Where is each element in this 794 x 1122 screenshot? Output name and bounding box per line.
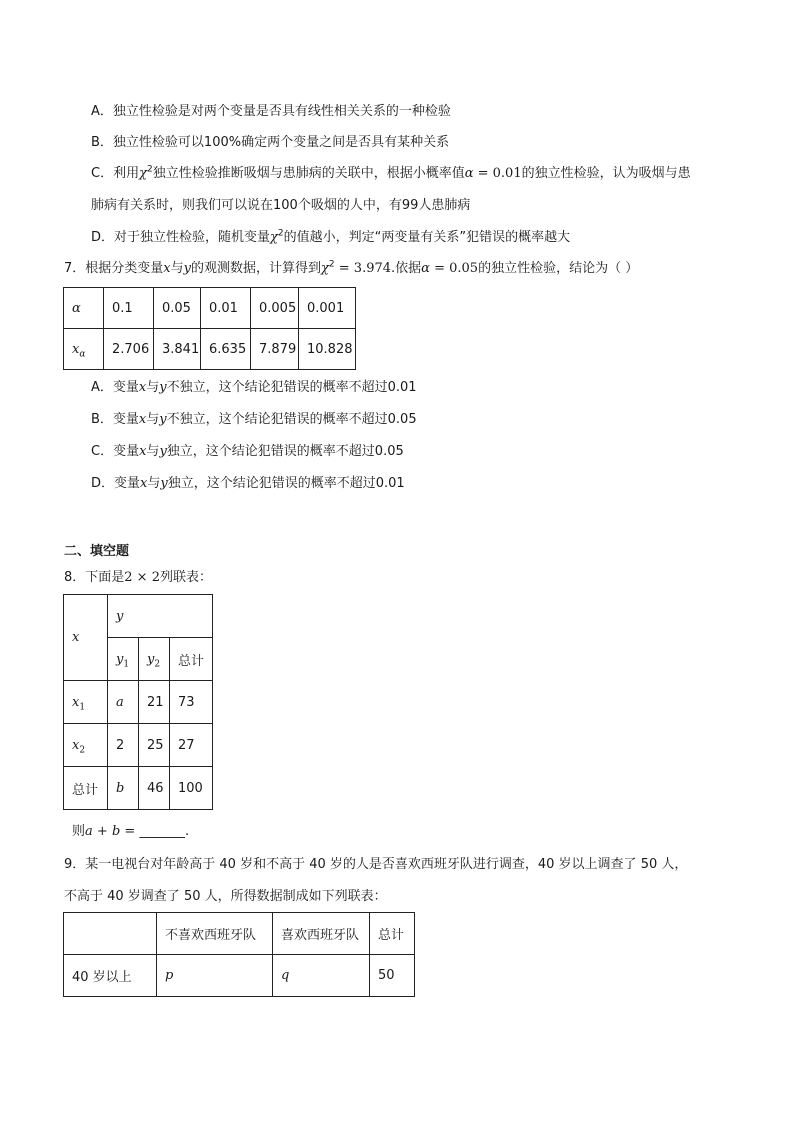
q8-table-cell-b: b [108,767,139,810]
q8-table-cell: 25 [139,724,170,767]
q7-table-cell: 10.828 [299,329,356,370]
q8-answer-line: 则a + b = _______. [72,824,190,839]
q7-option-a: A．变量x与y不独立，这个结论犯错误的概率不超过0.01 [91,380,417,395]
q6-option-c: C．利用$\chi^2$独立性检验推断吸烟与患肺病的关联中，根据小概率值α = 0.01的独立性检验，认为吸烟与患 [91,164,691,181]
q8-table-cell: 27 [170,724,213,767]
q8-table-x2: $x_2$ [64,724,108,767]
q8-table-cell: 21 [139,681,170,724]
q7-stem: 7．根据分类变量x与y的观测数据，计算得到$\chi^2 = 3.974$.依据α = 0.05的独立性检验，结论为（ ） [64,259,639,276]
q9-stem-line1: 9．某一电视台对年龄高于 40 岁和不高于 40 岁的人是否喜欢西班牙队进行调查，40 岁以上调查了 50 人， [64,857,688,872]
q7-critical-value-table [63,287,356,370]
q7-table-cell: 2.706 [104,329,154,370]
q7-table-cell: 0.01 [201,288,251,329]
q7-table-alpha-header: α [64,288,104,329]
q7-option-b: B．变量x与y不独立，这个结论犯错误的概率不超过0.05 [91,412,417,427]
q9-table-cell: 50 [370,955,415,997]
q7-table-cell: 6.635 [201,329,251,370]
q7-option-c: C．变量x与y独立，这个结论犯错误的概率不超过0.05 [91,444,404,459]
q7-table-cell: 0.005 [251,288,299,329]
q8-table-cell: 46 [139,767,170,810]
q8-table-cell: 73 [170,681,213,724]
q9-contingency-table [63,912,415,997]
q7-table-cell: 7.879 [251,329,299,370]
q8-table-total-header: 总计 [170,638,213,681]
q9-table-cell-p: p [157,955,273,997]
q7-option-d: D．变量x与y独立，这个结论犯错误的概率不超过0.01 [91,476,405,491]
q9-table-header: 喜欢西班牙队 [273,913,370,955]
q9-table-corner [64,913,157,955]
q9-stem-line2: 不高于 40 岁调查了 50 人，所得数据制成如下列联表： [64,889,387,904]
q9-table-header: 总计 [370,913,415,955]
q8-table-cell-a: a [108,681,139,724]
q8-table-cell: 100 [170,767,213,810]
q6-option-b: B．独立性检验可以100%确定两个变量之间是否具有某种关系 [91,135,450,150]
q9-table-row-header: 40 岁以上 [64,955,157,997]
q8-table-cell: 2 [108,724,139,767]
q7-table-cell: 0.001 [299,288,356,329]
q8-table-y-header: y [108,595,213,638]
section-title-fill-in: 二、填空题 [64,544,130,559]
q8-table-total-row-header: 总计 [64,767,108,810]
q6-option-a: A．独立性检验是对两个变量是否具有线性相关关系的一种检验 [91,104,451,119]
q8-stem: 8．下面是2 × 2列联表： [64,570,212,585]
q8-table-y1: $y_1$ [108,638,139,681]
q8-table-x-header: x [64,595,108,681]
q8-table-y2: $y_2$ [139,638,170,681]
q7-table-cell: 3.841 [154,329,201,370]
q8-contingency-table [63,594,213,810]
q6-option-d: D．对于独立性检验，随机变量$\chi^2$的值越小，判定“两变量有关系”犯错误的概率越大 [91,228,571,245]
q7-table-cell: 0.1 [104,288,154,329]
q9-table-cell-q: q [273,955,370,997]
q7-table-cell: 0.05 [154,288,201,329]
q8-answer-blank[interactable]: _______ [135,824,185,839]
q8-table-x1: $x_1$ [64,681,108,724]
q6-option-c-continued: 肺病有关系时，则我们可以说在100个吸烟的人中，有99人患肺病 [91,198,471,213]
q7-table-x-header: $x_\alpha$ [64,329,104,370]
q9-table-header: 不喜欢西班牙队 [157,913,273,955]
